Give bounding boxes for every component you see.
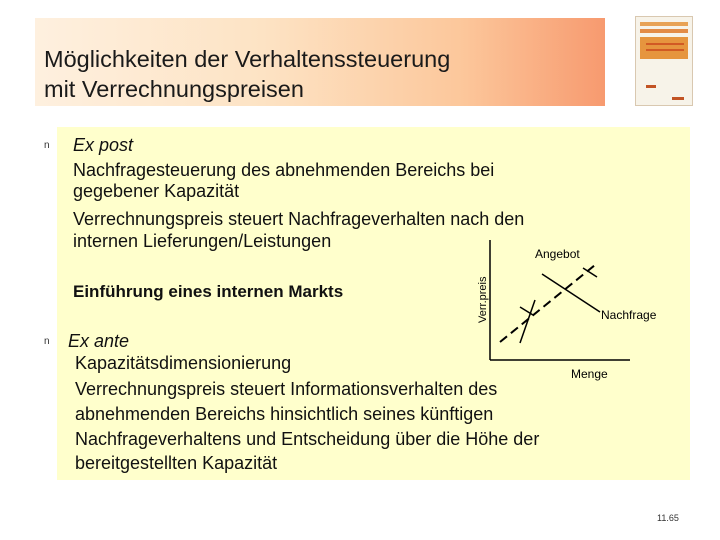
- ex-post-line-2: gegebener Kapazität: [73, 181, 240, 201]
- supply-label: Angebot: [535, 247, 580, 261]
- demand-line-left: [520, 300, 535, 343]
- internal-market-text: Einführung eines internen Markts: [73, 282, 344, 301]
- supply-demand-diagram: [460, 235, 675, 395]
- title-line-2: mit Verrechnungspreisen: [44, 76, 304, 102]
- slide-title: [44, 44, 450, 104]
- ex-post-heading: Ex post: [73, 135, 134, 155]
- supply-line: [500, 265, 595, 342]
- title-line-1: Möglichkeiten der Verhaltenssteuerung: [44, 46, 451, 72]
- ex-ante-heading: Ex ante: [68, 331, 130, 351]
- ex-ante-line-4: Nachfrageverhaltens und Entscheidung über die Höhe der: [75, 429, 540, 449]
- ex-post-line-3: Verrechnungspreis steuert Nachfrageverhalten nach den: [73, 209, 525, 229]
- bullet-ex-ante: n: [44, 336, 50, 347]
- ex-post-line-1: Nachfragesteuerung des abnehmenden Bereichs bei: [73, 160, 495, 180]
- ex-ante-line-5: bereitgestellten Kapazität: [75, 453, 278, 473]
- demand-label: Nachfrage: [601, 308, 657, 322]
- bullet-ex-post: n: [44, 140, 50, 151]
- ex-ante-line-2: Verrechnungspreis steuert Informationsverhalten des: [75, 379, 498, 399]
- ex-ante-line-3: abnehmenden Bereichs hinsichtlich seines künftigen: [75, 404, 494, 424]
- ex-post-line-4: internen Lieferungen/Leistungen: [73, 231, 332, 251]
- demand-line-right: [542, 274, 600, 312]
- page-number: 11.65: [657, 513, 679, 523]
- y-axis-label: Verr.preis: [477, 276, 489, 323]
- book-cover-image: [635, 16, 693, 106]
- x-axis-label: Menge: [571, 367, 608, 381]
- ex-ante-line-1: Kapazitätsdimensionierung: [75, 353, 292, 373]
